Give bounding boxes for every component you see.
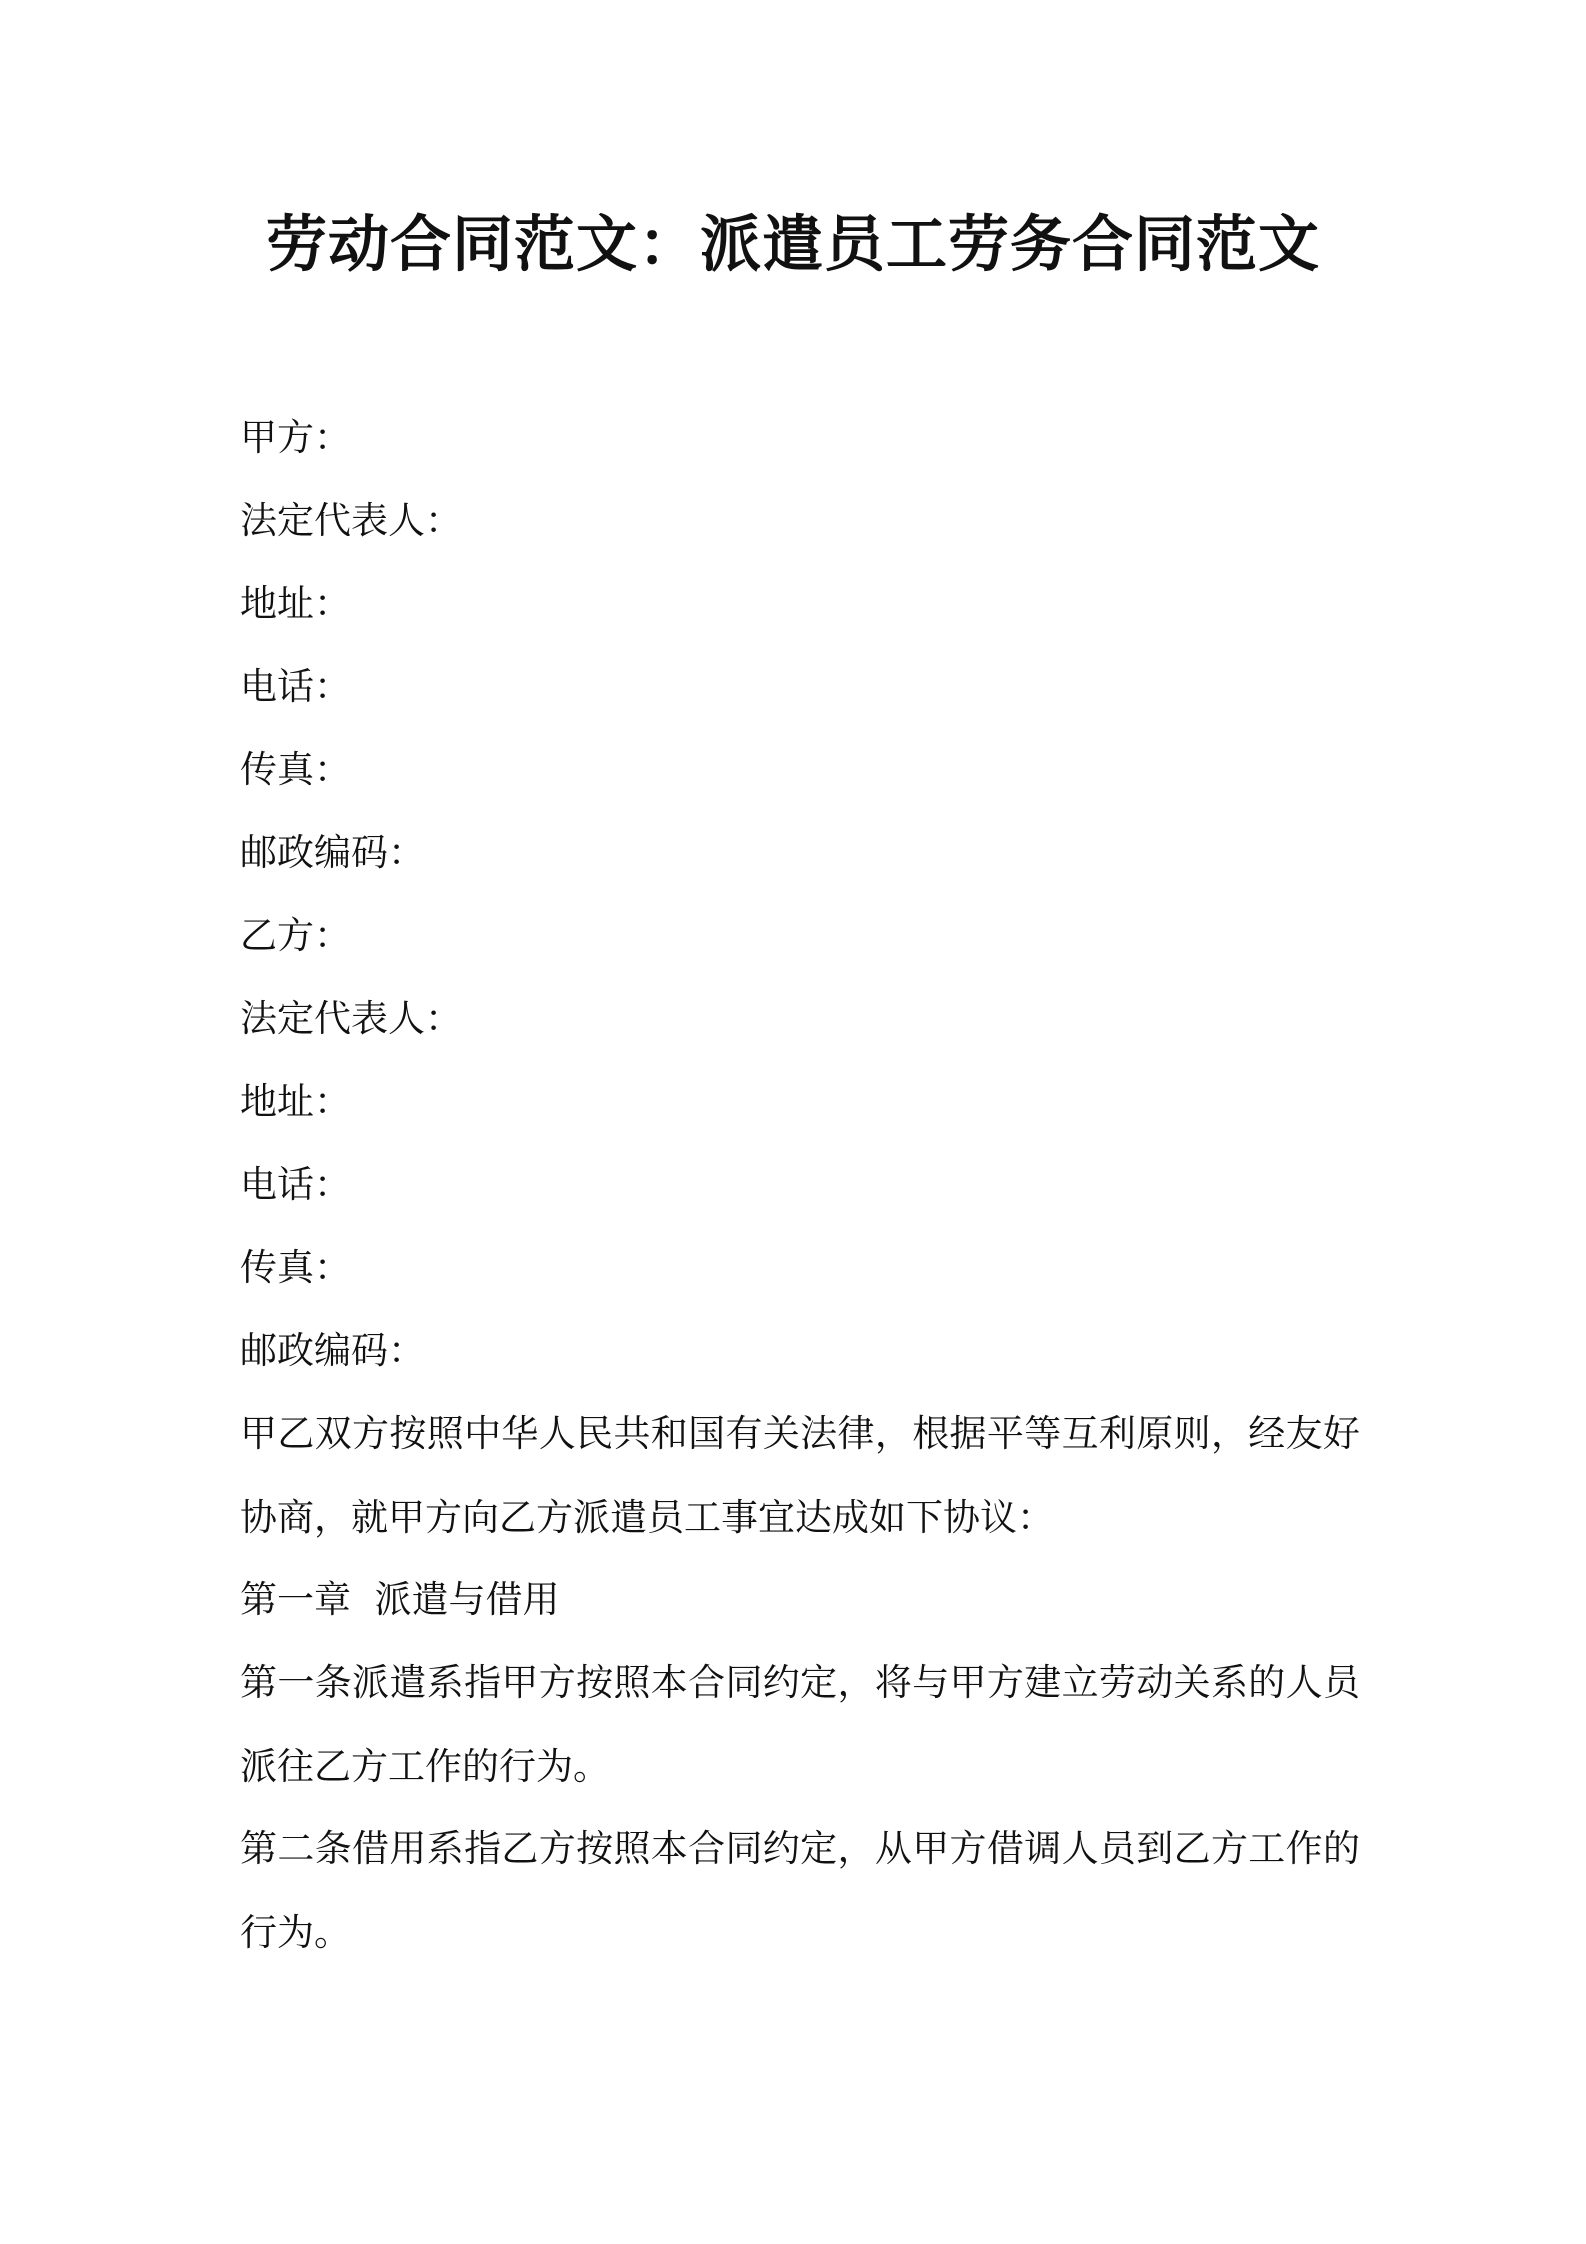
party-b-postcode: 邮政编码：: [240, 1329, 425, 1372]
chapter-heading: 第一章 派遣与借用: [240, 1578, 560, 1621]
article-1-paragraph: 第一条派遣系指甲方按照本合同约定，将与甲方建立劳动关系的人员派往乙方工作的行为。: [240, 1661, 1360, 1788]
article-2-paragraph: 第二条借用系指乙方按照本合同约定，从甲方借调人员到乙方工作的行为。: [240, 1827, 1360, 1954]
party-b-phone: 电话：: [240, 1163, 351, 1206]
party-b-representative: 法定代表人：: [240, 997, 462, 1040]
preamble-paragraph: 甲乙双方按照中华人民共和国有关法律，根据平等互利原则，经友好协商，就甲方向乙方派遣员工事宜达成如下协议：: [240, 1412, 1360, 1539]
party-a-address: 地址：: [240, 582, 351, 625]
party-b-label: 乙方：: [240, 914, 351, 957]
party-a-postcode: 邮政编码：: [240, 831, 425, 874]
party-a-fax: 传真：: [240, 748, 351, 791]
party-b-fax: 传真：: [240, 1246, 351, 1289]
party-b-address: 地址：: [240, 1080, 351, 1123]
document-title: 劳动合同范文：派遣员工劳务合同范文: [265, 209, 1320, 280]
party-a-phone: 电话：: [240, 665, 351, 708]
party-a-representative: 法定代表人：: [240, 499, 462, 542]
party-a-label: 甲方：: [240, 416, 351, 459]
